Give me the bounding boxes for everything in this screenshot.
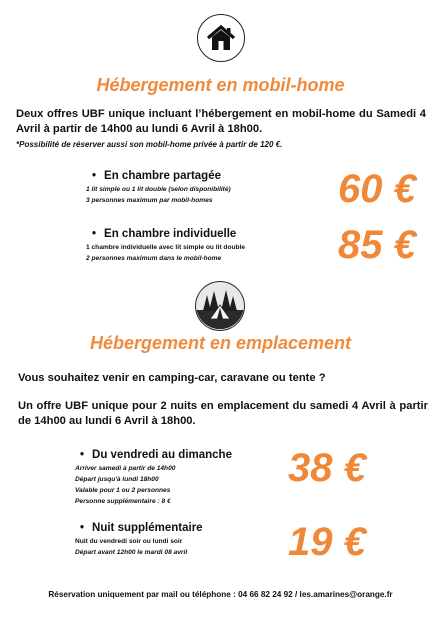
- offer-title-weekend: [80, 449, 232, 461]
- price-weekend: 38 €: [288, 446, 366, 490]
- bullet-icon: •: [80, 449, 85, 461]
- offer-detail: 1 chambre individuelle avec lit simple ou lit double: [86, 244, 246, 251]
- offer-title-text: Nuit supplémentaire: [92, 522, 203, 534]
- offer-detail: 1 lit simple ou 1 lit double (selon disponibilité): [86, 186, 231, 193]
- price-single-room: 85 €: [338, 223, 416, 267]
- price-shared-room: 60 €: [338, 167, 416, 211]
- offer-title-single-room: [92, 228, 236, 240]
- emplacement-question: Vous souhaitez venir en camping-car, caravane ou tente ?: [18, 372, 326, 384]
- section-title-mobilhome: Hébergement en mobil-home: [96, 75, 345, 95]
- house-icon-badge: [197, 14, 245, 62]
- tent-icon: [195, 281, 245, 331]
- house-icon: [206, 24, 236, 52]
- offer-title-text: En chambre partagée: [104, 170, 221, 182]
- emplacement-intro: Un offre UBF unique pour 2 nuits en emplacement du samedi 4 Avril à partir de 14h00 au lundi 6 Avril à 18h00.: [18, 400, 428, 427]
- offer-detail: 3 personnes maximum par mobil-homes: [86, 197, 213, 204]
- offer-detail: Personne supplémentaire : 8 €: [75, 498, 171, 505]
- section-title-emplacement: Hébergement en emplacement: [89, 333, 352, 353]
- tent-icon-badge: [195, 281, 245, 331]
- offer-title-text: Du vendredi au dimanche: [92, 449, 232, 461]
- offer-detail: Arriver samedi à partir de 14h00: [75, 465, 176, 472]
- bullet-icon: •: [92, 170, 97, 182]
- mobilhome-intro: Deux offres UBF unique incluant l’hébergement en mobil-home du Samedi 4 Avril à partir de 14h00 au lundi 6 Avril à 18h00.: [16, 108, 426, 135]
- offer-title-shared-room: [92, 170, 221, 182]
- offer-detail: 2 personnes maximum dans le mobil-home: [86, 255, 222, 262]
- offer-detail: Départ avant 12h00 le mardi 08 avril: [75, 549, 188, 556]
- reservation-footer: Réservation uniquement par mail ou téléphone : 04 66 82 24 92 / les.amarines@orange.fr: [48, 590, 393, 599]
- offer-detail: Départ jusqu'à lundi 18h00: [75, 476, 159, 483]
- offer-detail: Nuit du vendredi soir ou lundi soir: [75, 538, 183, 545]
- bullet-icon: •: [92, 228, 97, 240]
- offer-title-extra-night: [80, 522, 203, 534]
- offer-title-text: En chambre individuelle: [104, 228, 237, 240]
- offer-detail: Valable pour 1 ou 2 personnes: [75, 487, 171, 494]
- mobilhome-note: *Possibilité de réserver aussi son mobil-home privée à partir de 120 €.: [16, 140, 283, 149]
- bullet-icon: •: [80, 522, 85, 534]
- price-extra-night: 19 €: [288, 520, 366, 564]
